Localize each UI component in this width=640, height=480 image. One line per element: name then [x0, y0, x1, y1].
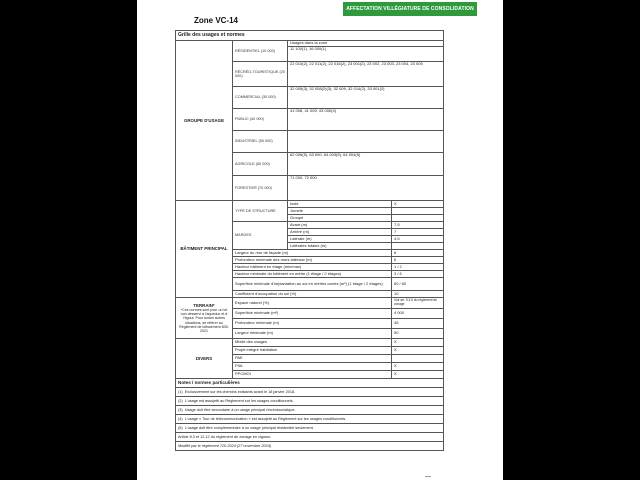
norme-value: 8 [392, 250, 444, 257]
note-text: Usage doit être secondaire à un usage principal récréotouristique. [184, 407, 296, 412]
page-mark [425, 474, 431, 477]
marge-label: Avant (m) [288, 222, 392, 229]
terrain-norme-label: Profondeur minimale (m) [233, 319, 392, 329]
norme-label: Hauteur minimale du bâtiment en mètre (1 étage / 2 étages) [233, 271, 392, 278]
marges-label: MARGES [233, 222, 288, 250]
note-number: (2) [178, 398, 183, 403]
terrain-norme-value: 4 000 [392, 309, 444, 319]
divers-item-value [392, 355, 444, 363]
structure-value [392, 208, 444, 215]
terrain-norme-value: 50 [392, 329, 444, 339]
terrain-norme-value: Voir art. 5.3.5 du règlement de zonage [392, 298, 444, 309]
document-page [137, 0, 503, 480]
marge-label: Arrière (m) [288, 229, 392, 236]
divers-item-value: X [392, 371, 444, 379]
divers-item-label: Mixité des usages [233, 339, 392, 347]
groupe-usage-label: GROUPE D'USAGE [176, 41, 233, 201]
divers-item-value: X [392, 339, 444, 347]
structure-type: Groupé [288, 215, 392, 222]
usage-values: 11 100(1), 16 000(1) [288, 47, 444, 62]
note-text: Exclusivement sur les chemins existants avant le 18 janvier 2018. [184, 389, 296, 394]
terrain-note: *Ces normes sont pour un lot non desservi à l'aqueduc et à l'égout. Pour toutes autres situations, se référer au Règlement de lotissement 605-2021 [179, 308, 229, 333]
note-item [176, 406, 444, 415]
norme-label: Hauteur bâtiment en étage (min/max) [233, 264, 392, 271]
terrain-cell [176, 298, 233, 339]
structure-type: Jumelé [288, 208, 392, 215]
note-number: (1) [178, 389, 183, 394]
usage-values: 62 006(5), 63 000, 64 003(5), 64 004(5) [288, 153, 444, 176]
usage-category: PUBLIC (40 000) [233, 109, 288, 131]
usage-category: COMMERCIAL (30 000) [233, 87, 288, 109]
grid-title: Grille des usages et normes [176, 31, 444, 41]
norme-label: Profondeur minimale des murs latéraux (m) [233, 257, 392, 264]
marge-value: 7,5 [392, 222, 444, 229]
note-item [176, 415, 444, 424]
marge-label: Latérale (m) [288, 236, 392, 243]
terrain-norme-label: Largeur minimale (m) [233, 329, 392, 339]
note-text: L'usage « Tour de télécommunication » est assujetti au Règlement sur les usages conditionnels. [184, 416, 347, 421]
usages-normes-grid [175, 30, 444, 451]
note-text: L'usage est assujetti au Règlement sur les usages conditionnels. [184, 398, 294, 403]
type-structure-label: TYPE DE STRUCTURE [233, 201, 288, 222]
note-number: (5) [178, 425, 183, 430]
marge-value: 4,5 [392, 236, 444, 243]
marge-value [392, 243, 444, 250]
usage-category: FORESTIER (70 000) [233, 176, 288, 201]
divers-label: DIVERS [176, 339, 233, 379]
divers-item-value: X [392, 363, 444, 371]
usage-values: 71 000, 72 000 [288, 176, 444, 201]
marge-value: 7 [392, 229, 444, 236]
batiment-principal-label: BÂTIMENT PRINCIPAL [176, 201, 233, 298]
usage-category: INDUSTRIEL (50 000) [233, 131, 288, 153]
terrain-label: TERRAIN* [193, 303, 215, 309]
note-item [176, 424, 444, 433]
norme-value: 3 / 6 [392, 271, 444, 278]
note-text: L'usage doit être complémentaire à un usage principal résidentiel seulement. [184, 425, 314, 430]
zone-title: Zone VC-14 [194, 16, 239, 25]
structure-value [392, 215, 444, 222]
marge-label: Latérales totales (m) [288, 243, 392, 250]
divers-item-label: PPCMOI [233, 371, 392, 379]
note-number: (3) [178, 407, 183, 412]
structure-value: X [392, 201, 444, 208]
terrain-norme-value: 45 [392, 319, 444, 329]
usage-values: 32 005(3), 32 008(2)(3), 32 009, 32 014(2), 33 001(2) [288, 87, 444, 109]
note-item [176, 388, 444, 397]
terrain-norme-label: Espace naturel (%) [233, 298, 392, 309]
usage-values: 22 010(2), 22 011(2), 22 016(2), 23 001(2), 23 002, 23 003, 23 004, 23 005 [288, 62, 444, 87]
modification-note: Modifié par le règlement 720-2024 (27 novembre 2024) [176, 442, 444, 451]
divers-item-label: PIIA [233, 363, 392, 371]
usage-category: RÉCRÉO-TOURISTIQUE (20 000) [233, 62, 288, 87]
usage-values: 41 008, 41 009, 43 000(4) [288, 109, 444, 131]
note-item [176, 397, 444, 406]
norme-label: Superficie minimale d'implantation au sol en mètres carrés (m²) (1 étage / 2 étages) [233, 278, 392, 291]
terrain-norme-label: Superficie minimale (m²) [233, 309, 392, 319]
norme-value: 1 / 2 [392, 264, 444, 271]
notes-title: Notes / normes particulières [176, 379, 444, 388]
norme-value: 10 [392, 291, 444, 298]
norme-label: Coefficient d'occupation du sol (%) [233, 291, 392, 298]
usage-category: RÉSIDENTIEL (10 000) [233, 41, 288, 62]
divers-item-value: X [392, 347, 444, 355]
note-extra: Article 8.3 et 12.12 du règlement de zonage en vigueur. [176, 433, 444, 442]
affectation-banner: AFFECTATION VILLÉGIATURE DE CONSOLIDATION [343, 2, 477, 16]
structure-type: Isolé [288, 201, 392, 208]
divers-item-label: PAE [233, 355, 392, 363]
norme-value: 6 [392, 257, 444, 264]
usage-category: AGRICOLE (60 000) [233, 153, 288, 176]
usages-header: Usages dans la zone [288, 41, 444, 47]
divers-item-label: Projet intégré habitation [233, 347, 392, 355]
norme-label: Largeur du mur de façade (m) [233, 250, 392, 257]
note-number: (4) [178, 416, 183, 421]
usage-values [288, 131, 444, 153]
norme-value: 60 / 60 [392, 278, 444, 291]
